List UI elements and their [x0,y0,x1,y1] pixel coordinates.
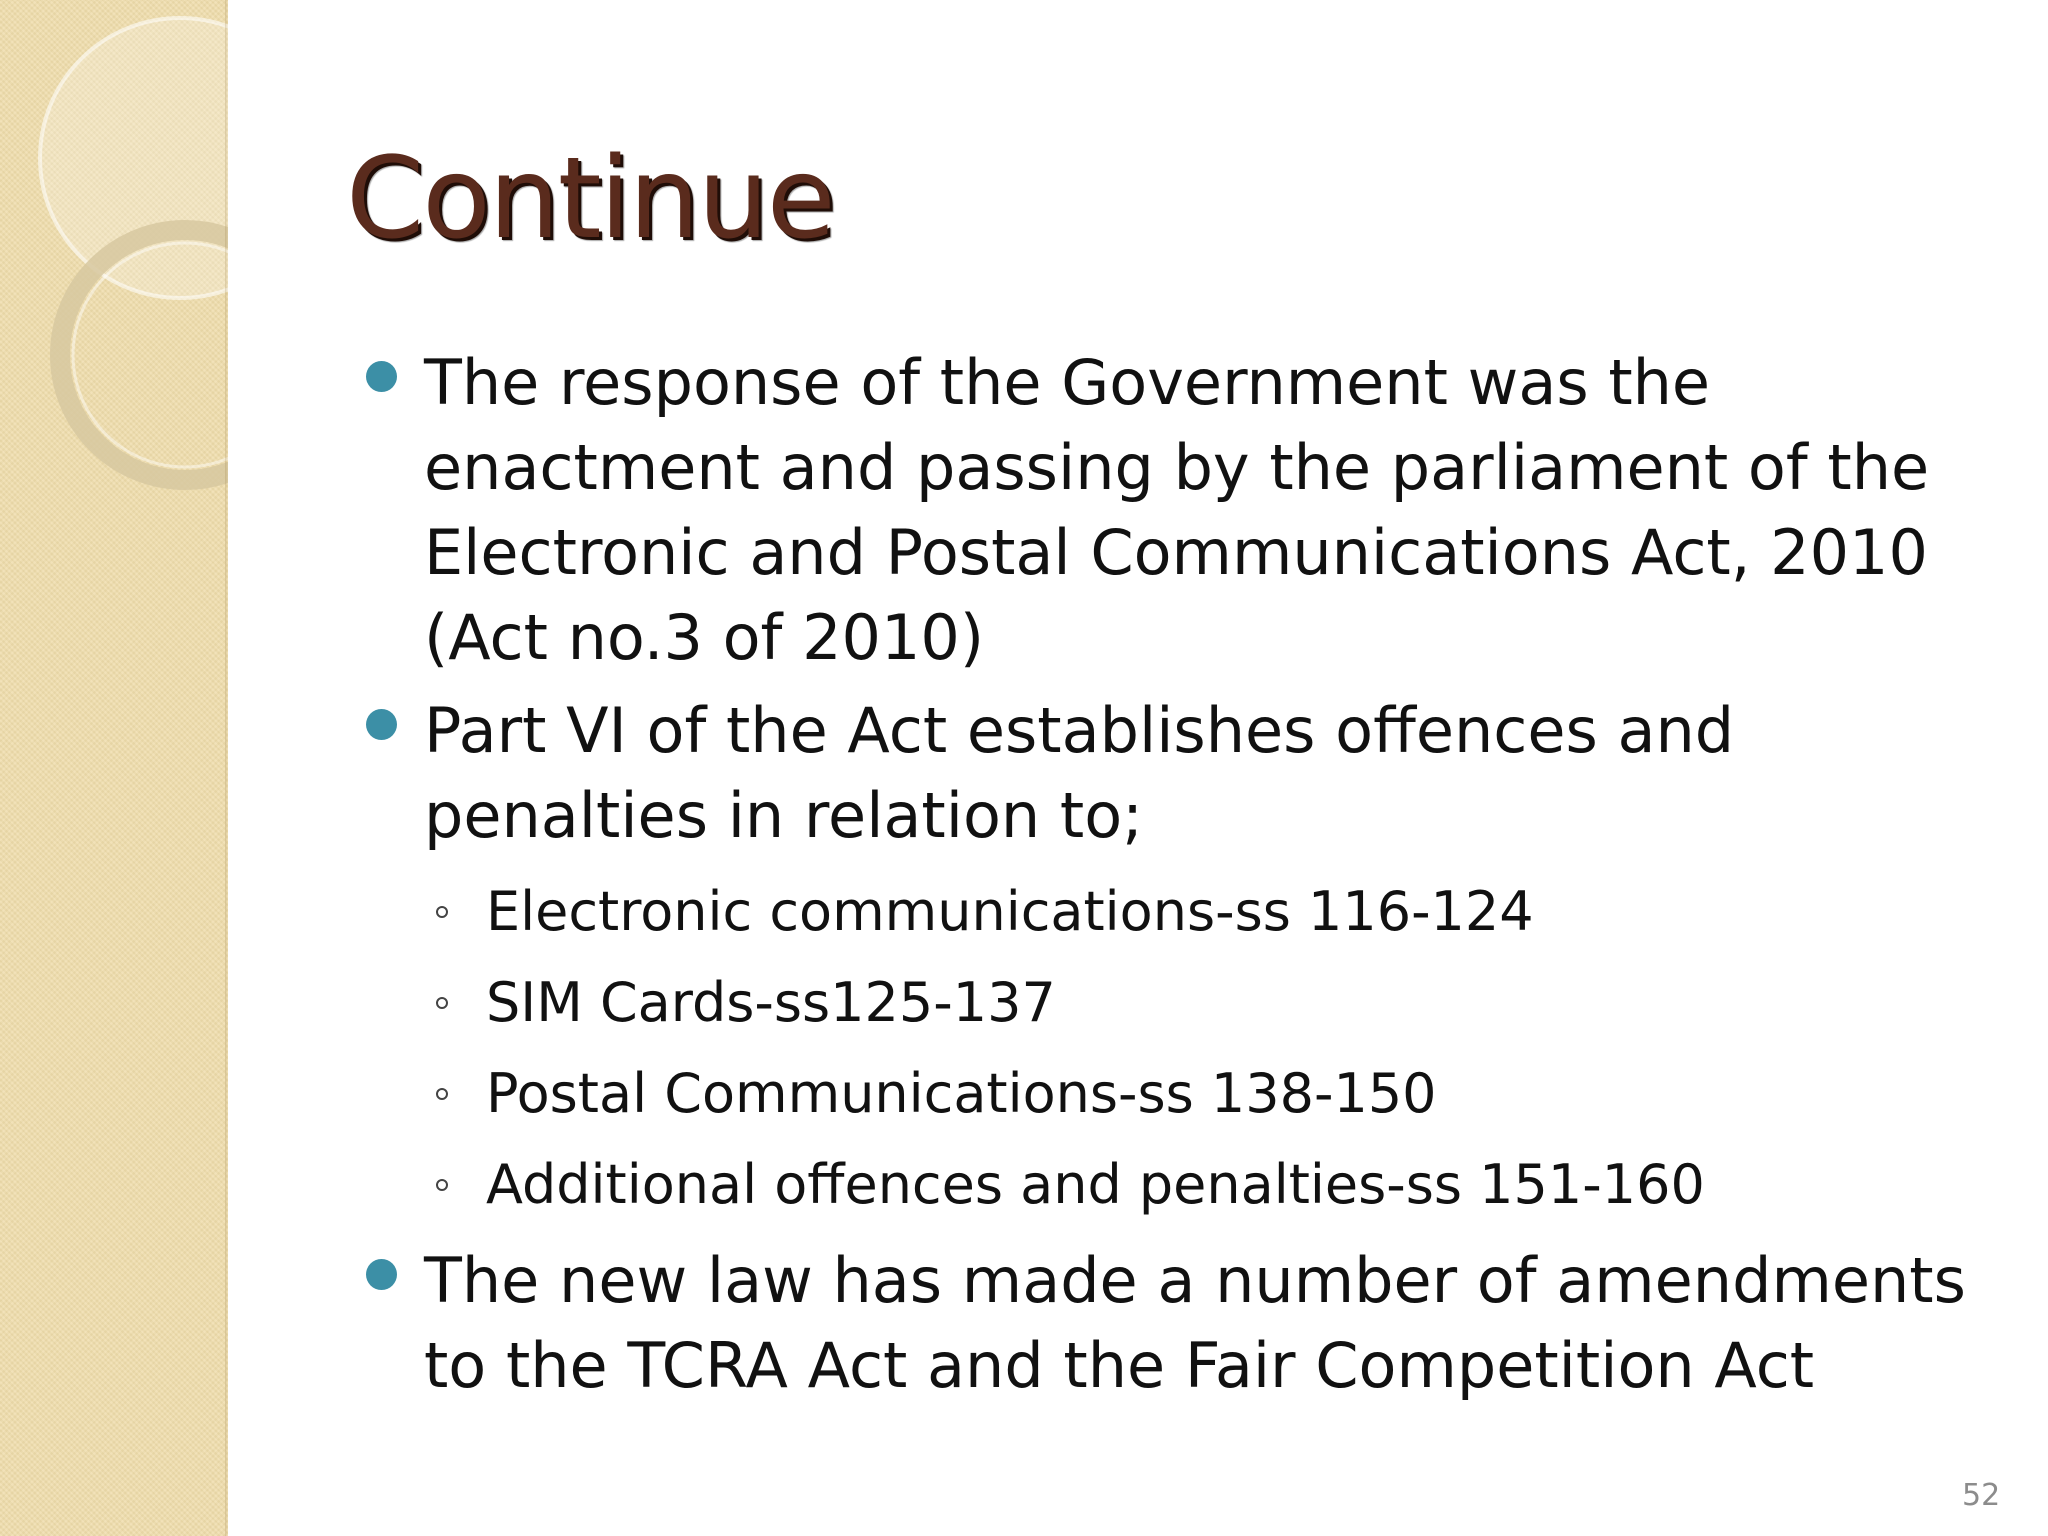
sidebar-edge [225,0,228,1536]
sub-bullet-list [360,866,2000,1230]
sub-bullet-text: SIM Cards-ss125-137 [486,971,1056,1034]
sub-bullet-icon [436,1088,448,1100]
bullet-icon [366,1259,397,1290]
sub-bullet-item [360,866,2000,957]
bullet-text: Part VI of the Act establishes offences and penalties in relation to; [424,694,1735,852]
sub-bullet-text: Postal Communications-ss 138-150 [486,1062,1437,1125]
sub-bullet-icon [436,997,448,1009]
sub-bullet-icon [436,906,448,918]
bullet-icon [366,361,397,392]
decorative-rings-icon [0,0,228,520]
bullet-text: The new law has made a number of amendments to the TCRA Act and the Fair Competition Act [424,1244,1966,1402]
bullet-text: The response of the Government was the enactment and passing by the parliament of the Electronic and Postal Communications Act, 2010 (Act no.3 of 2010) [424,346,1930,674]
sub-bullet-text: Additional offences and penalties-ss 151-160 [486,1153,1705,1216]
sub-bullet-item [360,1048,2000,1139]
bullet-item [360,340,2000,680]
decorative-sidebar [0,0,228,1536]
sub-bullet-text: Electronic communications-ss 116-124 [486,880,1534,943]
slide-content [360,340,2000,1416]
sub-bullet-item [360,1139,2000,1230]
bullet-item [360,1238,2000,1408]
bullet-icon [366,709,397,740]
sub-bullet-icon [436,1179,448,1191]
slide-title: Continue [346,134,834,264]
page-number: 52 [1962,1478,2001,1513]
sub-bullet-item [360,957,2000,1048]
bullet-item [360,688,2000,858]
